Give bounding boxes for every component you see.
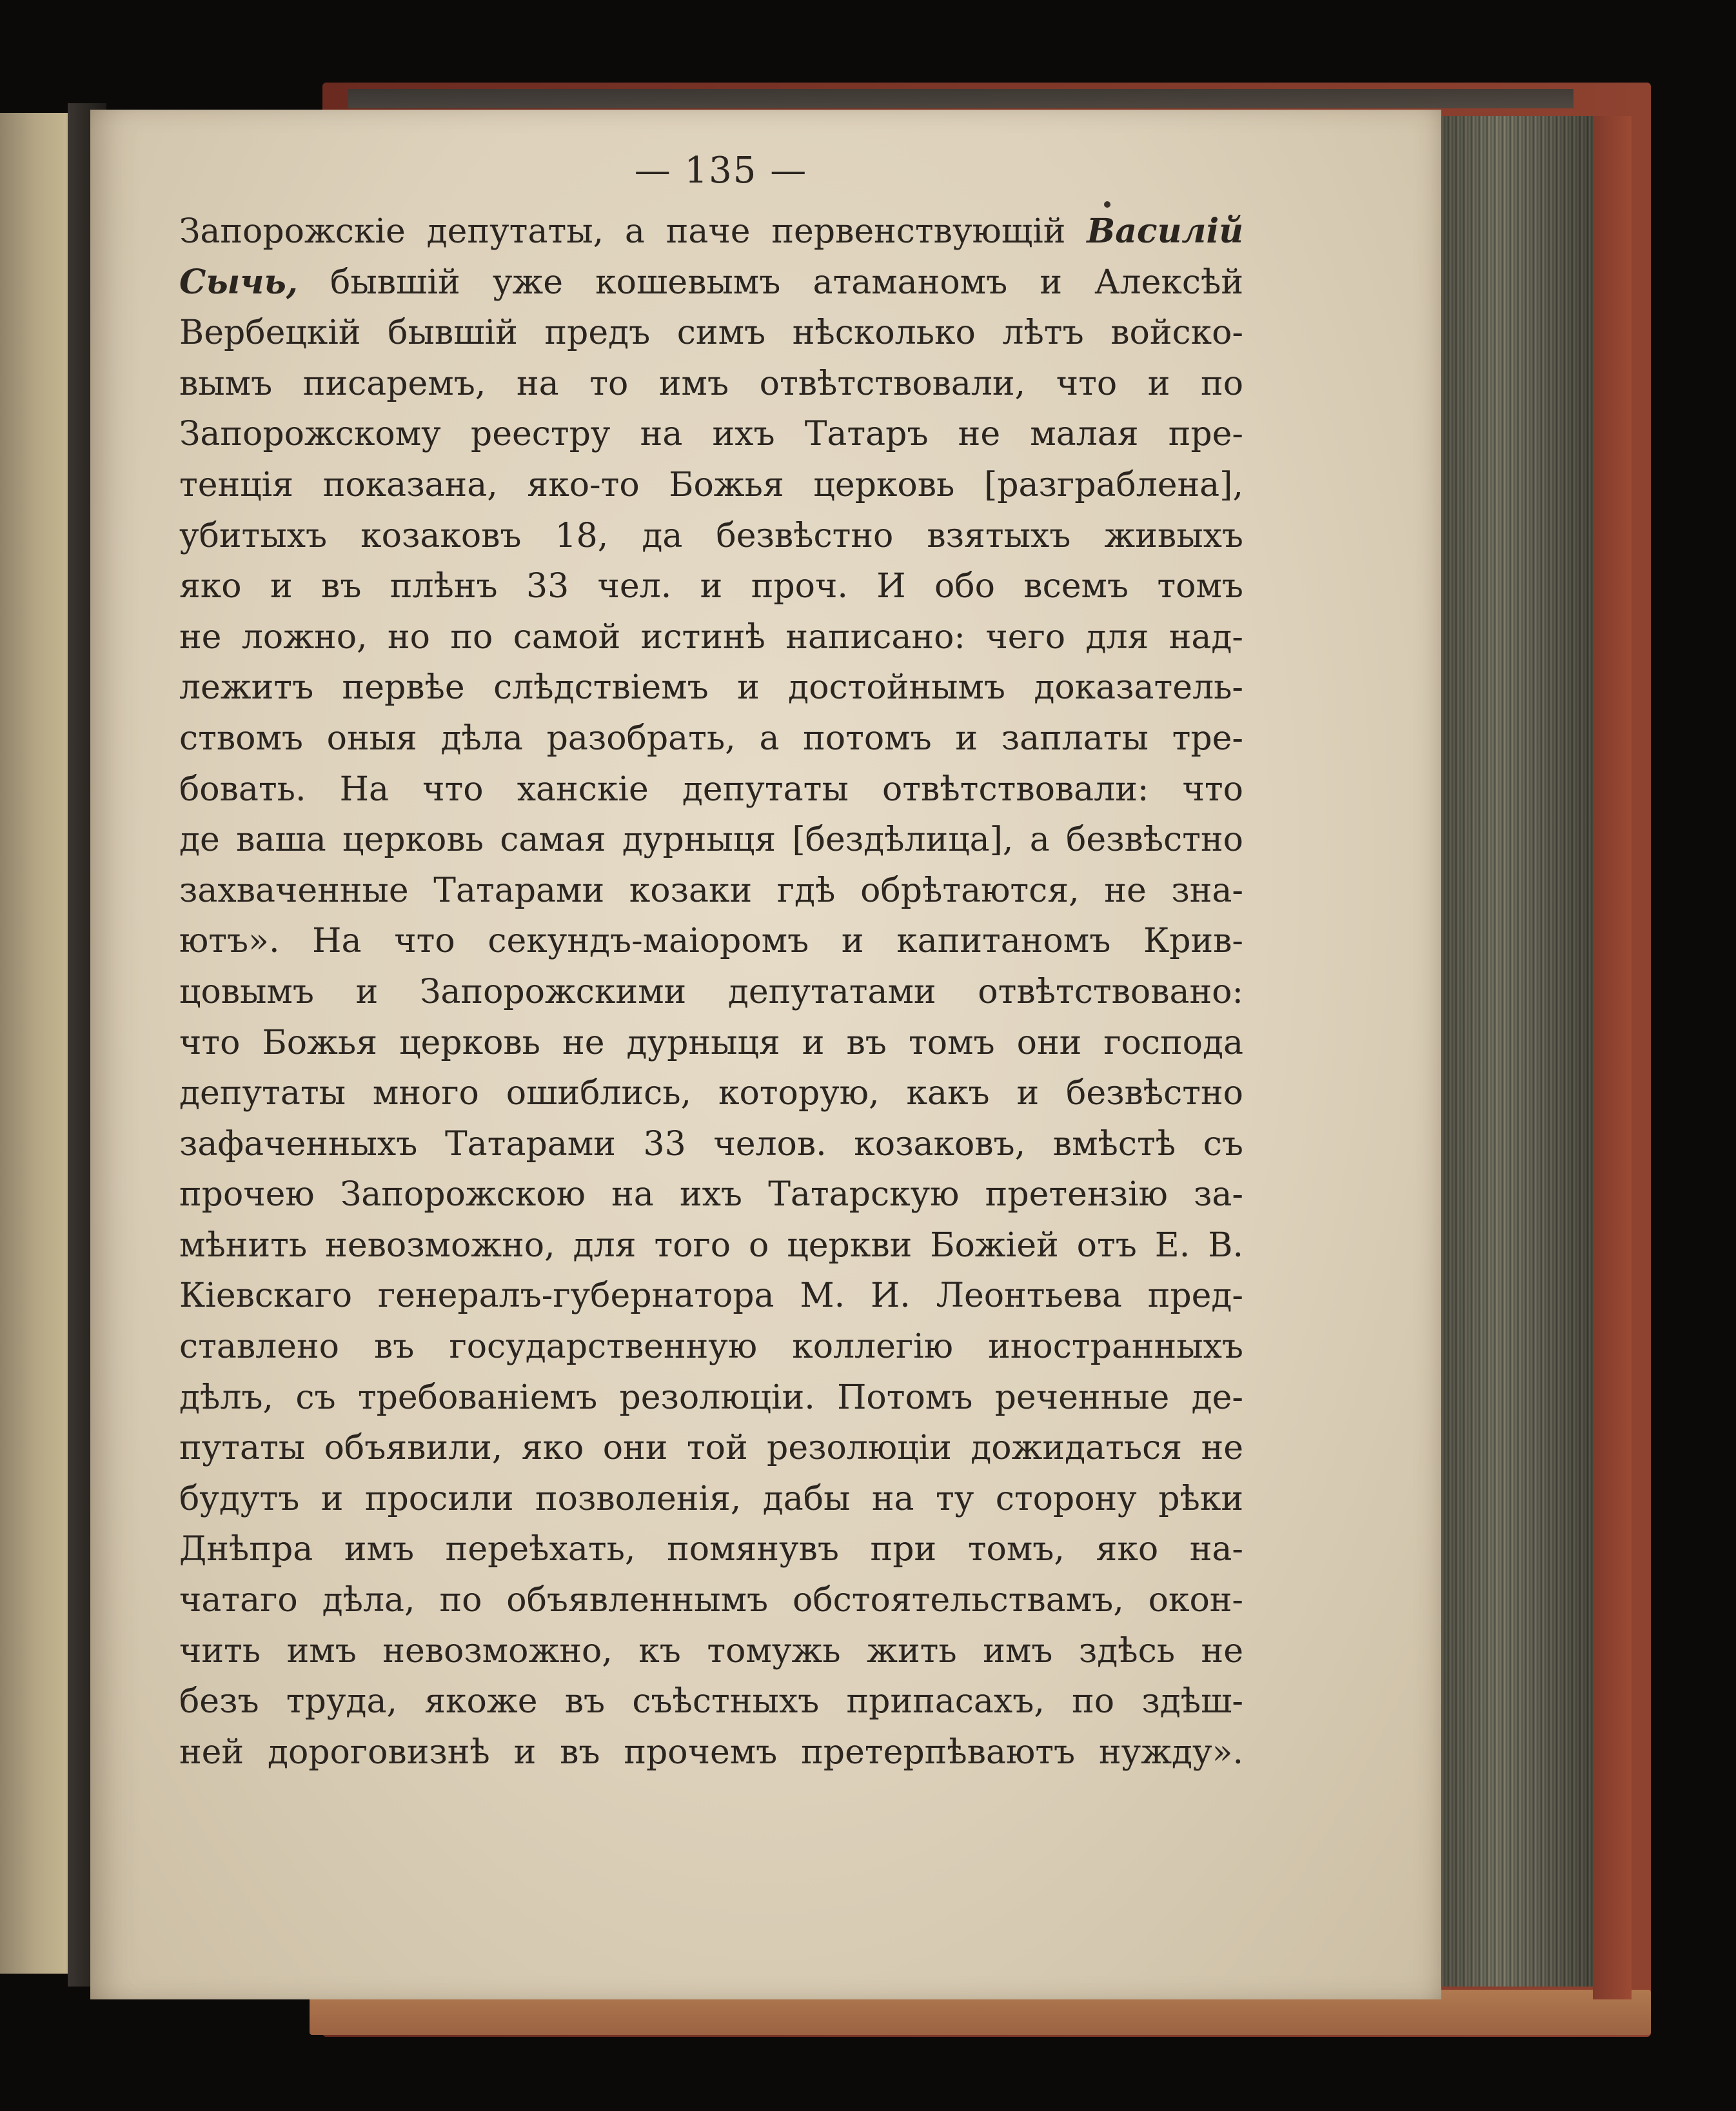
text-line bbox=[179, 1727, 1243, 1778]
text-line bbox=[179, 1575, 1243, 1626]
text-line bbox=[179, 1474, 1243, 1525]
text-line bbox=[179, 1220, 1243, 1271]
text-segment: ставлено въ государственную коллегiю иностранныхъ bbox=[179, 1327, 1243, 1367]
text-line bbox=[179, 1524, 1243, 1575]
text-line bbox=[179, 1119, 1243, 1170]
text-line bbox=[179, 662, 1243, 713]
text-line bbox=[179, 308, 1243, 359]
text-segment: убитыхъ козаковъ 18, да безвѣстно взятыхъ живыхъ bbox=[179, 516, 1243, 555]
text-line bbox=[179, 1322, 1243, 1373]
text-segment: Запорожскому реестру на ихъ Татаръ не малая пре- bbox=[179, 415, 1243, 454]
text-line bbox=[179, 206, 1243, 257]
text-line bbox=[179, 866, 1243, 917]
text-segment: мѣнить невозможно, для того о церкви Божiей отъ Е. В. bbox=[179, 1225, 1243, 1265]
text-segment: де ваша церковь самая дурныця [бездѣлица], а безвѣстно bbox=[179, 820, 1243, 860]
text-line bbox=[179, 815, 1243, 866]
text-segment: захваченные Татарами козаки гдѣ обрѣтаются, не зна- bbox=[179, 871, 1243, 910]
text-segment: бовать. На что ханскiе депутаты отвѣтствовали: что bbox=[179, 769, 1243, 809]
text-segment: чатаго дѣла, по объявленнымъ обстоятельствамъ, окон- bbox=[179, 1581, 1243, 1620]
text-line bbox=[179, 916, 1243, 967]
text-segment: Вербецкiй бывшiй предъ симъ нѣсколько лѣтъ войско- bbox=[179, 313, 1243, 353]
page-number: — 135 — bbox=[634, 150, 808, 192]
text-segment: ней дороговизнѣ и въ прочемъ претерпѣваютъ нужду». bbox=[179, 1732, 1243, 1772]
text-segment: цовымъ и Запорожскими депутатами отвѣтствовано: bbox=[179, 972, 1243, 1011]
text-segment: Днѣпра имъ переѣхать, помянувъ при томъ, яко на- bbox=[179, 1530, 1243, 1569]
text-segment: дѣлъ, съ требованiемъ резолюцiи. Потомъ реченные де- bbox=[179, 1378, 1243, 1417]
page-stack-shade bbox=[1435, 116, 1593, 1987]
text-line bbox=[179, 764, 1243, 815]
text-line bbox=[179, 1423, 1243, 1474]
text-segment: прочею Запорожскою на ихъ Татарскую претензiю за- bbox=[179, 1175, 1243, 1214]
text-segment: Запорожскiе депутаты, а паче первенствующiй bbox=[179, 212, 1087, 251]
text-segment: Сычь, bbox=[179, 262, 298, 302]
text-line bbox=[179, 257, 1243, 308]
text-line bbox=[179, 511, 1243, 562]
text-segment: будутъ и просили позволенiя, дабы на ту сторону рѣки bbox=[179, 1479, 1243, 1518]
right-cover-edge bbox=[1593, 116, 1632, 1999]
text-line bbox=[179, 409, 1243, 460]
text-line bbox=[179, 1373, 1243, 1423]
text-segment: ствомъ оныя дѣла разобрать, а потомъ и заплаты тре- bbox=[179, 719, 1243, 758]
text-segment: путаты объявили, яко они той резолюцiи дожидаться не bbox=[179, 1429, 1243, 1468]
text-segment: бывшiй уже кошевымъ атаманомъ и Алексѣй bbox=[297, 263, 1243, 302]
text-line bbox=[179, 359, 1243, 410]
text-segment: депутаты много ошиблись, которую, какъ и безвѣстно bbox=[179, 1074, 1243, 1113]
text-line bbox=[179, 713, 1243, 764]
text-line bbox=[179, 1626, 1243, 1677]
text-line bbox=[179, 612, 1243, 663]
text-segment: ютъ». На что секундъ-маiоромъ и капитаномъ Крив- bbox=[179, 922, 1243, 961]
text-line bbox=[179, 1271, 1243, 1322]
text-line bbox=[179, 1018, 1243, 1069]
text-segment: вымъ писаремъ, на то имъ отвѣтствовали, что и по bbox=[179, 364, 1243, 403]
text-line bbox=[179, 967, 1243, 1018]
text-line bbox=[179, 1676, 1243, 1727]
text-segment: Кiевскаго генералъ-губернатора М. И. Леонтьева пред- bbox=[179, 1276, 1243, 1316]
text-line bbox=[179, 1068, 1243, 1119]
text-segment: безъ труда, якоже въ съѣстныхъ припасахъ, по здѣш- bbox=[179, 1682, 1243, 1721]
cover-top-edge bbox=[348, 89, 1573, 108]
text-segment: Василiй bbox=[1087, 212, 1243, 251]
text-line bbox=[179, 561, 1243, 612]
text-line bbox=[179, 1169, 1243, 1220]
text-segment: тенцiя показана, яко-то Божья церковь [разграблена], bbox=[179, 465, 1243, 504]
text-segment: чить имъ невозможно, къ томужь жить имъ здѣсь не bbox=[179, 1631, 1243, 1670]
text-segment: зафаченныхъ Татарами 33 челов. козаковъ, вмѣстѣ съ bbox=[179, 1124, 1243, 1164]
text-segment: не ложно, но по самой истинѣ написано: чего для над- bbox=[179, 617, 1243, 657]
text-line bbox=[179, 460, 1243, 511]
text-segment: лежитъ первѣе слѣдствiемъ и достойнымъ доказатель- bbox=[179, 668, 1243, 708]
page-text-block bbox=[179, 148, 1243, 1778]
text-lines bbox=[179, 206, 1243, 1778]
text-segment: что Божья церковь не дурныця и въ томъ они господа bbox=[179, 1023, 1243, 1062]
text-segment: яко и въ плѣнъ 33 чел. и проч. И обо всемъ томъ bbox=[179, 567, 1243, 606]
